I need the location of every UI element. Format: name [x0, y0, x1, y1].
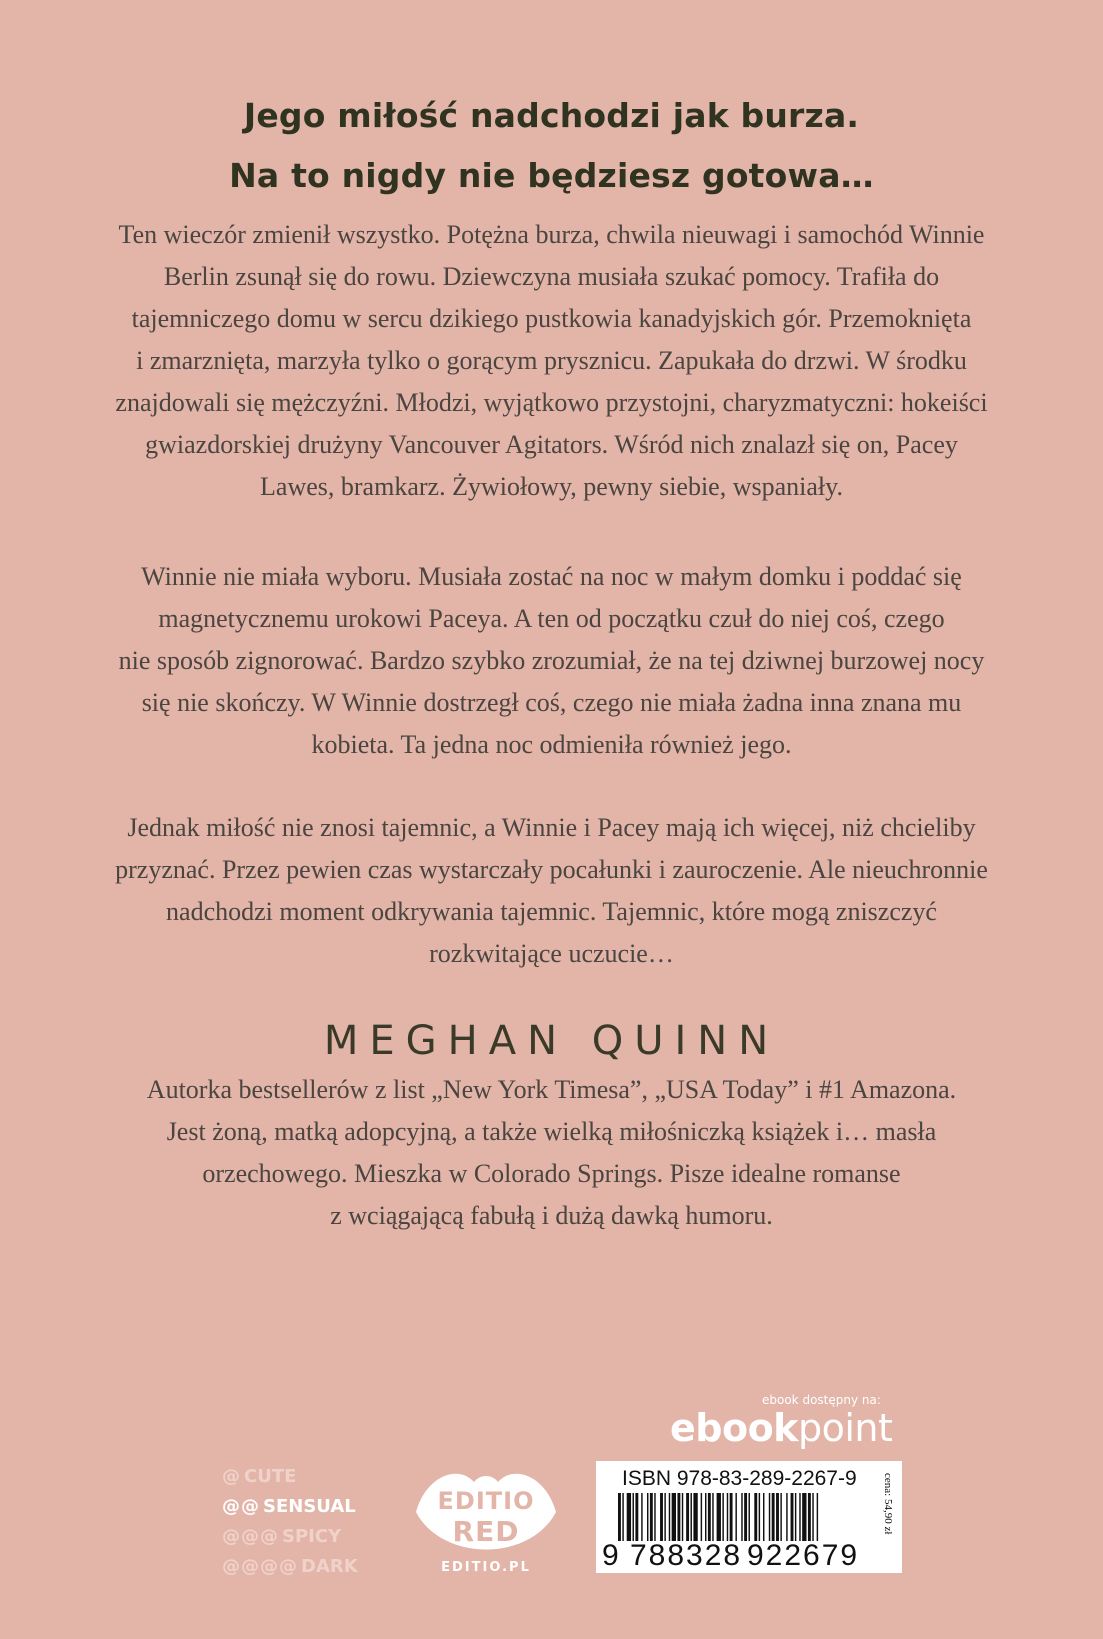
barcode-bar	[664, 1493, 665, 1541]
barcode-bar	[654, 1493, 655, 1541]
barcode-bar	[735, 1493, 736, 1541]
tagline-line-2: Na to nigdy nie będziesz gotowa…	[229, 156, 874, 195]
heat-level-cute	[222, 1462, 358, 1492]
barcode-bar	[727, 1493, 728, 1541]
barcode-bar	[802, 1493, 806, 1541]
text-line: się nie skończy. W Winnie dostrzegł coś, czego nie miała żadna inna znana mu	[141, 688, 962, 717]
barcode-bar	[754, 1493, 757, 1541]
barcode-bar	[660, 1493, 663, 1541]
barcode-bar	[708, 1493, 711, 1541]
barcode-bar	[812, 1493, 813, 1541]
heat-label: CUTE	[244, 1466, 297, 1487]
text-line: znajdowali się mężczyźni. Młodzi, wyjątkowo przystojni, charyzmatyczni: hokeiści	[115, 388, 988, 417]
barcode-bar	[705, 1493, 706, 1541]
description-paragraph-1	[60, 214, 1043, 508]
heat-level-dark	[222, 1552, 358, 1582]
barcode-bar	[669, 1493, 670, 1541]
text-line: gwiazdorskiej drużyny Vancouver Agitators. Wśród nich znalazł się on, Pacey	[145, 430, 958, 459]
barcode-bar	[717, 1493, 721, 1541]
description-paragraph-3	[60, 807, 1043, 975]
barcode-bar	[693, 1493, 697, 1541]
editio-red-logo	[412, 1462, 560, 1562]
barcode-bar	[647, 1493, 648, 1541]
barcode-bar	[791, 1493, 794, 1541]
ebook-caption: ebook dostępny na:	[762, 1393, 881, 1407]
ebookpoint-logo	[670, 1406, 892, 1450]
barcode-bar	[772, 1493, 775, 1541]
description-paragraph-2	[60, 556, 1043, 766]
barcode-box	[596, 1461, 902, 1573]
barcode-digit-first: 9	[602, 1539, 619, 1572]
barcode-digits-right: 922679	[747, 1539, 860, 1572]
barcode-bar	[763, 1493, 764, 1541]
barcode-bar	[682, 1493, 683, 1541]
barcode-bar	[799, 1493, 800, 1541]
barcode-bar	[618, 1493, 621, 1541]
text-line: Ten wieczór zmienił wszystko. Potężna burza, chwila nieuwagi i samochód Winnie	[118, 220, 985, 249]
barcode-bar	[622, 1493, 623, 1541]
barcode-bar	[633, 1493, 634, 1541]
barcode-bar	[808, 1493, 811, 1541]
barcode-bar	[650, 1493, 653, 1541]
barcode-bar	[701, 1493, 702, 1541]
barcode-bar	[677, 1493, 680, 1541]
heat-level-sensual	[222, 1492, 358, 1522]
barcode-bar	[712, 1493, 713, 1541]
barcode-bar	[635, 1493, 638, 1541]
barcode-digits-left: 788328	[630, 1539, 743, 1572]
barcode-bar	[786, 1493, 787, 1541]
heat-label: SENSUAL	[263, 1496, 356, 1517]
barcode-bar	[776, 1493, 779, 1541]
text-line: magnetycznemu urokowi Paceya. A ten od początku czuł do niej coś, czego	[158, 604, 945, 633]
text-line: rozkwitające uczucie…	[429, 939, 674, 968]
barcode-bar	[759, 1493, 760, 1541]
text-line: Jednak miłość nie znosi tajemnic, a Winnie i Pacey mają ich więcej, niż chcieliby	[127, 813, 976, 842]
text-line: orzechowego. Mieszka w Colorado Springs. Pisze idealne romanse	[202, 1159, 901, 1188]
author-name: MEGHAN QUINN	[323, 1018, 780, 1064]
logo-text-editio: EDITIO	[437, 1487, 535, 1515]
ebook-logo-bold: ebook	[670, 1406, 798, 1450]
barcode-bar	[730, 1493, 733, 1541]
heat-scale	[222, 1462, 358, 1582]
heat-label: SPICY	[282, 1526, 342, 1547]
publisher-url: EDITIO.PL	[441, 1560, 531, 1575]
text-line: nadchodzi moment odkrywania tajemnic. Tajemnic, które mogą zniszczyć	[166, 897, 937, 926]
barcode-bar	[795, 1493, 796, 1541]
barcode-bar	[722, 1493, 723, 1541]
heat-glyph: @@@@	[222, 1556, 298, 1577]
text-line: przyznać. Przez pewien czas wystarczały pocałunki i zauroczenie. Ale nieuchronnie	[115, 855, 988, 884]
barcode-bar	[627, 1493, 631, 1541]
text-line: nie sposób zignorować. Bardzo szybko zrozumiał, że na tej dziwnej burzowej nocy	[118, 646, 985, 675]
barcode-bar	[749, 1493, 750, 1541]
heat-glyph: @	[222, 1466, 241, 1487]
text-line: Berlin zsunął się do rowu. Dziewczyna musiała szukać pomocy. Trafiła do	[163, 262, 940, 291]
text-line: Winnie nie miała wyboru. Musiała zostać na noc w małym domku i poddać się	[141, 562, 962, 591]
ebook-logo-light: point	[797, 1406, 893, 1450]
isbn-label: ISBN 978-83-289-2267-9	[622, 1467, 857, 1490]
barcode-bar	[691, 1493, 692, 1541]
price-label: cena: 54,90 zł	[882, 1473, 894, 1535]
tagline-line-1: Jego miłość nadchodzi jak burza.	[243, 96, 860, 135]
text-line: Lawes, bramkarz. Żywiołowy, pewny siebie, wspaniały.	[260, 472, 843, 501]
text-line: z wciągającą fabułą i dużą dawką humoru.	[330, 1201, 773, 1230]
barcode-bar	[641, 1493, 642, 1541]
text-line: kobieta. Ta jedna noc odmieniła również jego.	[311, 730, 792, 759]
author-bio	[60, 1069, 1043, 1237]
heat-label: DARK	[301, 1556, 358, 1577]
barcode-bars	[604, 1493, 870, 1545]
barcode-bar	[769, 1493, 770, 1541]
heat-glyph: @@	[222, 1496, 260, 1517]
heat-glyph: @@@	[222, 1526, 279, 1547]
text-line: Jest żoną, matką adopcyjną, a także wielką miłośniczką książek i… masła	[166, 1117, 937, 1146]
barcode-bar	[780, 1493, 781, 1541]
text-line: i zmarznięta, marzyła tylko o gorącym prysznicu. Zapukała do drzwi. W środku	[136, 346, 967, 375]
barcode-bar	[744, 1493, 747, 1541]
barcode-bar	[741, 1493, 742, 1541]
barcode-bar	[817, 1493, 818, 1541]
heat-level-spicy	[222, 1522, 358, 1552]
barcode-bar	[686, 1493, 689, 1541]
logo-text-red: RED	[452, 1515, 520, 1548]
text-line: tajemniczego domu w sercu dzikiego pustkowia kanadyjskich gór. Przemoknięta	[131, 304, 972, 333]
text-line: Autorka bestsellerów z list „New York Timesa”, „USA Today” i #1 Amazona.	[146, 1075, 957, 1104]
tagline	[0, 86, 1103, 206]
barcode-bar	[672, 1493, 676, 1541]
